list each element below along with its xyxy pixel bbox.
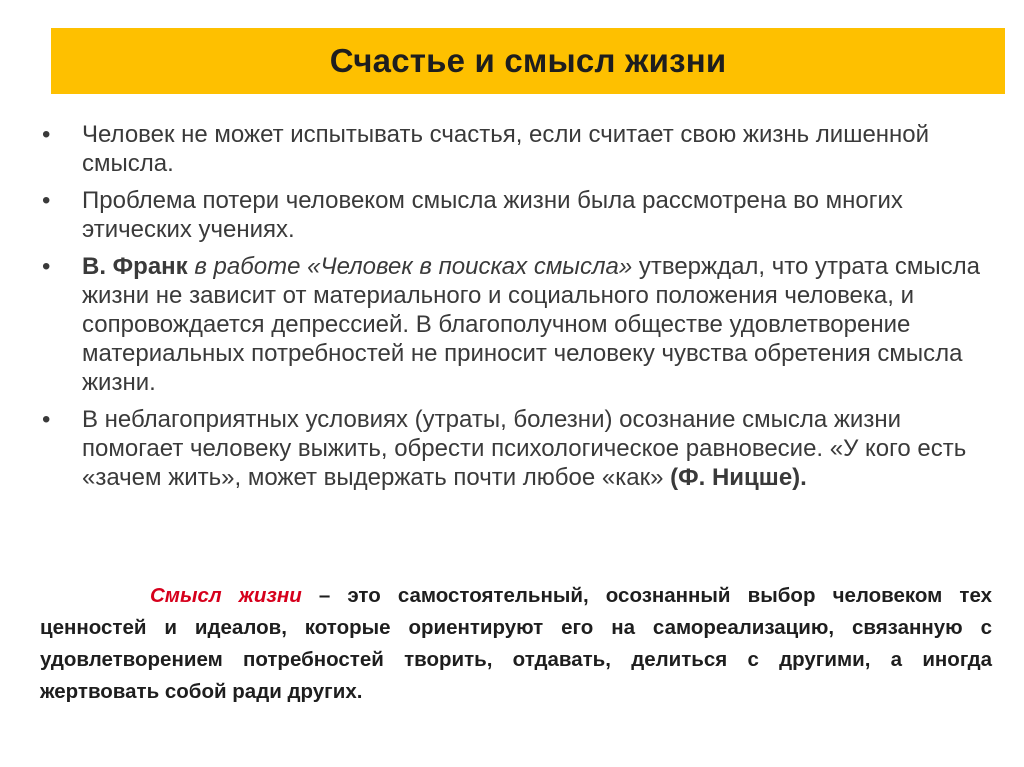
bullet-icon: •: [42, 406, 51, 433]
bullet-list: [37, 120, 987, 500]
bullet-icon: •: [42, 121, 51, 148]
definition-paragraph: [40, 580, 992, 708]
bullet-icon: •: [42, 187, 51, 214]
quote-attribution: (Ф. Ницше).: [670, 464, 807, 491]
author-name: В. Франк: [82, 253, 188, 280]
title-bar: [51, 28, 1005, 94]
page-title: Счастье и смысл жизни: [329, 42, 727, 79]
bullet-text: Проблема потери человеком смысла жизни была рассмотрена во многих этических учениях.: [82, 187, 903, 243]
list-item: [37, 120, 987, 178]
definition-text: – это самостоятельный, осознанный выбор человеком тех ценностей и идеалов, которые ориентируют его на самореализацию, связанную с удовлетворением потребностей творить, отдавать, делиться с другими, а иногда жертвовать собой ради других.: [40, 584, 992, 703]
definition-term: Смысл жизни: [150, 584, 302, 607]
list-item: [37, 252, 987, 397]
work-title: в работе «Человек в поисках смысла»: [194, 253, 633, 280]
bullet-text: В неблагоприятных условиях (утраты, болезни) осознание смысла жизни помогает человеку выжить, обрести психологическое равновесие. «У кого есть «зачем жить», может выдержать почти любое «как»: [82, 406, 967, 491]
bullet-text: утверждал, что утрата смысла жизни не зависит от материального и социального положения человека, и сопровождается депрессией. В благополучном обществе удовлетворение материальных потребностей не приносит человеку чувства обретения смысла жизни.: [82, 253, 980, 396]
bullet-icon: •: [42, 253, 51, 280]
list-item: [37, 405, 987, 492]
bullet-text: Человек не может испытывать счастья, если считает свою жизнь лишенной смысла.: [82, 121, 930, 177]
list-item: [37, 186, 987, 244]
